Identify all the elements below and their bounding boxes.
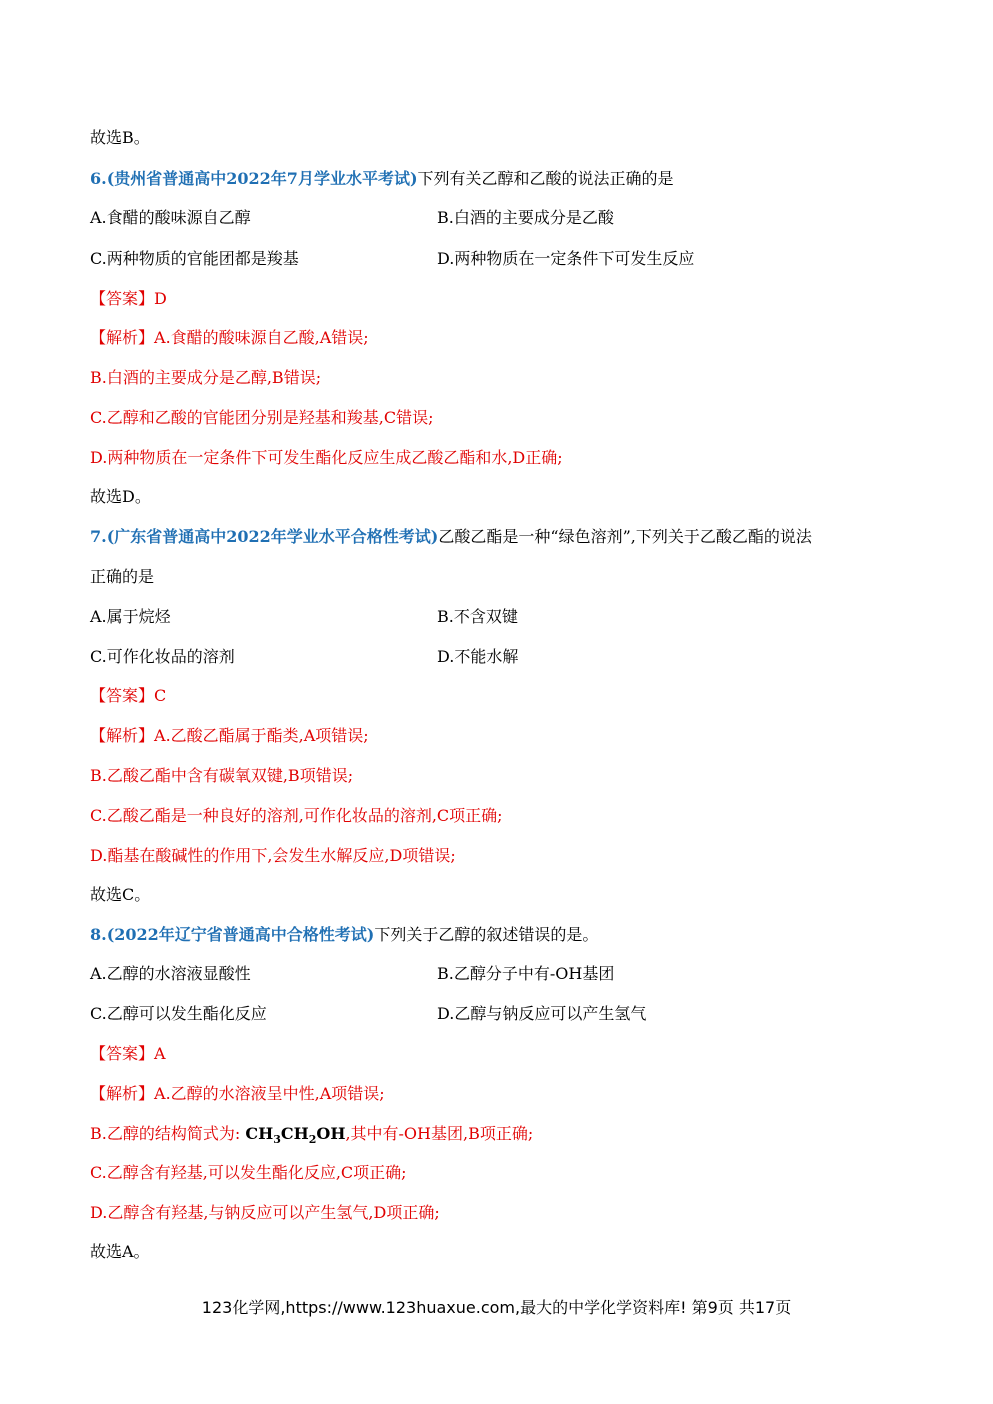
q6-analysis-a bbox=[90, 328, 369, 348]
q6-number: 6. bbox=[90, 169, 107, 188]
q7-answer-value: C bbox=[154, 686, 167, 705]
formula-sub-1: 3 bbox=[273, 1133, 281, 1147]
q7-answer bbox=[90, 686, 166, 706]
q8-conclusion: 故选A。 bbox=[90, 1242, 150, 1261]
q8-answer-value: A bbox=[154, 1044, 166, 1063]
q8-analysis-c: C.乙醇含有羟基,可以发生酯化反应,C项正确; bbox=[90, 1163, 407, 1182]
q7-number: 7. bbox=[90, 527, 107, 546]
q6-question: 下列有关乙醇和乙酸的说法正确的是 bbox=[417, 169, 674, 188]
q8-option-d: D.乙醇与钠反应可以产生氢气 bbox=[437, 1004, 647, 1023]
q8-option-c: C.乙醇可以发生酯化反应 bbox=[90, 1004, 267, 1023]
q7-analysis-label: 【解析】 bbox=[90, 726, 155, 745]
q6-analysis-c: C.乙醇和乙酸的官能团分别是羟基和羧基,C错误; bbox=[90, 408, 434, 427]
q8-question: 下列关于乙醇的叙述错误的是。 bbox=[374, 925, 599, 944]
q7-answer-label: 【答案】 bbox=[90, 686, 155, 705]
q7-analysis-a-text: A.乙酸乙酯属于酯类,A项错误; bbox=[154, 726, 369, 745]
q6-option-a: A.食醋的酸味源自乙醇 bbox=[90, 208, 251, 227]
q8-analysis-b-post: ,其中有-OH基团,B项正确; bbox=[345, 1124, 534, 1143]
q8-analysis-b-pre: B.乙醇的结构简式为: bbox=[90, 1124, 241, 1143]
ethanol-formula bbox=[245, 1124, 346, 1147]
q7-option-c: C.可作化妆品的溶剂 bbox=[90, 647, 235, 666]
q6-option-d: D.两种物质在一定条件下可发生反应 bbox=[437, 249, 695, 268]
formula-part-3: OH bbox=[316, 1124, 346, 1143]
q8-answer-label: 【答案】 bbox=[90, 1044, 155, 1063]
q6-conclusion: 故选D。 bbox=[90, 487, 151, 506]
formula-part-2: CH bbox=[280, 1124, 309, 1143]
q7-source: (广东省普通高中2022年学业水平合格性考试) bbox=[106, 527, 439, 546]
q7-question-line1: 乙酸乙酯是一种“绿色溶剂”,下列关于乙酸乙酯的说法 bbox=[438, 527, 812, 546]
q6-analysis-b: B.白酒的主要成分是乙醇,B错误; bbox=[90, 368, 322, 387]
q7-analysis-b: B.乙酸乙酯中含有碳氧双键,B项错误; bbox=[90, 766, 354, 785]
q8-analysis-a-text: A.乙醇的水溶液呈中性,A项错误; bbox=[154, 1084, 385, 1103]
formula-sub-2: 2 bbox=[308, 1133, 317, 1147]
q6-option-b: B.白酒的主要成分是乙酸 bbox=[437, 208, 614, 227]
q8-stem bbox=[90, 925, 598, 945]
q7-stem bbox=[90, 527, 812, 547]
q7-option-a: A.属于烷烃 bbox=[90, 607, 171, 626]
q7-conclusion: 故选C。 bbox=[90, 885, 151, 904]
q7-question-line2: 正确的是 bbox=[90, 567, 155, 586]
q8-analysis-label: 【解析】 bbox=[90, 1084, 155, 1103]
q8-analysis-a bbox=[90, 1084, 385, 1104]
q6-analysis-a-text: A.食醋的酸味源自乙酸,A错误; bbox=[154, 328, 369, 347]
q8-analysis-d: D.乙醇含有羟基,与钠反应可以产生氢气,D项正确; bbox=[90, 1203, 440, 1222]
q6-analysis-label: 【解析】 bbox=[90, 328, 155, 347]
q7-analysis-a bbox=[90, 726, 369, 746]
q8-number: 8. bbox=[90, 925, 107, 944]
q7-analysis-d: D.酯基在酸碱性的作用下,会发生水解反应,D项错误; bbox=[90, 846, 456, 865]
q7-analysis-c: C.乙酸乙酯是一种良好的溶剂,可作化妆品的溶剂,C项正确; bbox=[90, 806, 503, 825]
q7-option-b: B.不含双键 bbox=[437, 607, 518, 626]
q6-answer-value: D bbox=[154, 289, 167, 308]
q6-answer-label: 【答案】 bbox=[90, 289, 155, 308]
q7-option-d: D.不能水解 bbox=[437, 647, 519, 666]
prev-conclusion: 故选B。 bbox=[90, 128, 150, 147]
q8-source: (2022年辽宁省普通高中合格性考试) bbox=[106, 925, 375, 944]
q8-option-a: A.乙醇的水溶液显酸性 bbox=[90, 964, 251, 983]
q8-option-b: B.乙醇分子中有-OH基团 bbox=[437, 964, 615, 983]
q6-stem bbox=[90, 169, 674, 189]
q6-source: (贵州省普通高中2022年7月学业水平考试) bbox=[106, 169, 418, 188]
page-footer: 123化学网,https://www.123huaxue.com,最大的中学化学资料库! 第9页 共17页 bbox=[201, 1298, 792, 1317]
q6-answer bbox=[90, 289, 167, 309]
q6-option-c: C.两种物质的官能团都是羧基 bbox=[90, 249, 299, 268]
q6-analysis-d: D.两种物质在一定条件下可发生酯化反应生成乙酸乙酯和水,D正确; bbox=[90, 448, 563, 467]
formula-part-1: CH bbox=[245, 1124, 274, 1143]
q8-answer bbox=[90, 1044, 166, 1064]
q8-analysis-b bbox=[90, 1124, 533, 1150]
